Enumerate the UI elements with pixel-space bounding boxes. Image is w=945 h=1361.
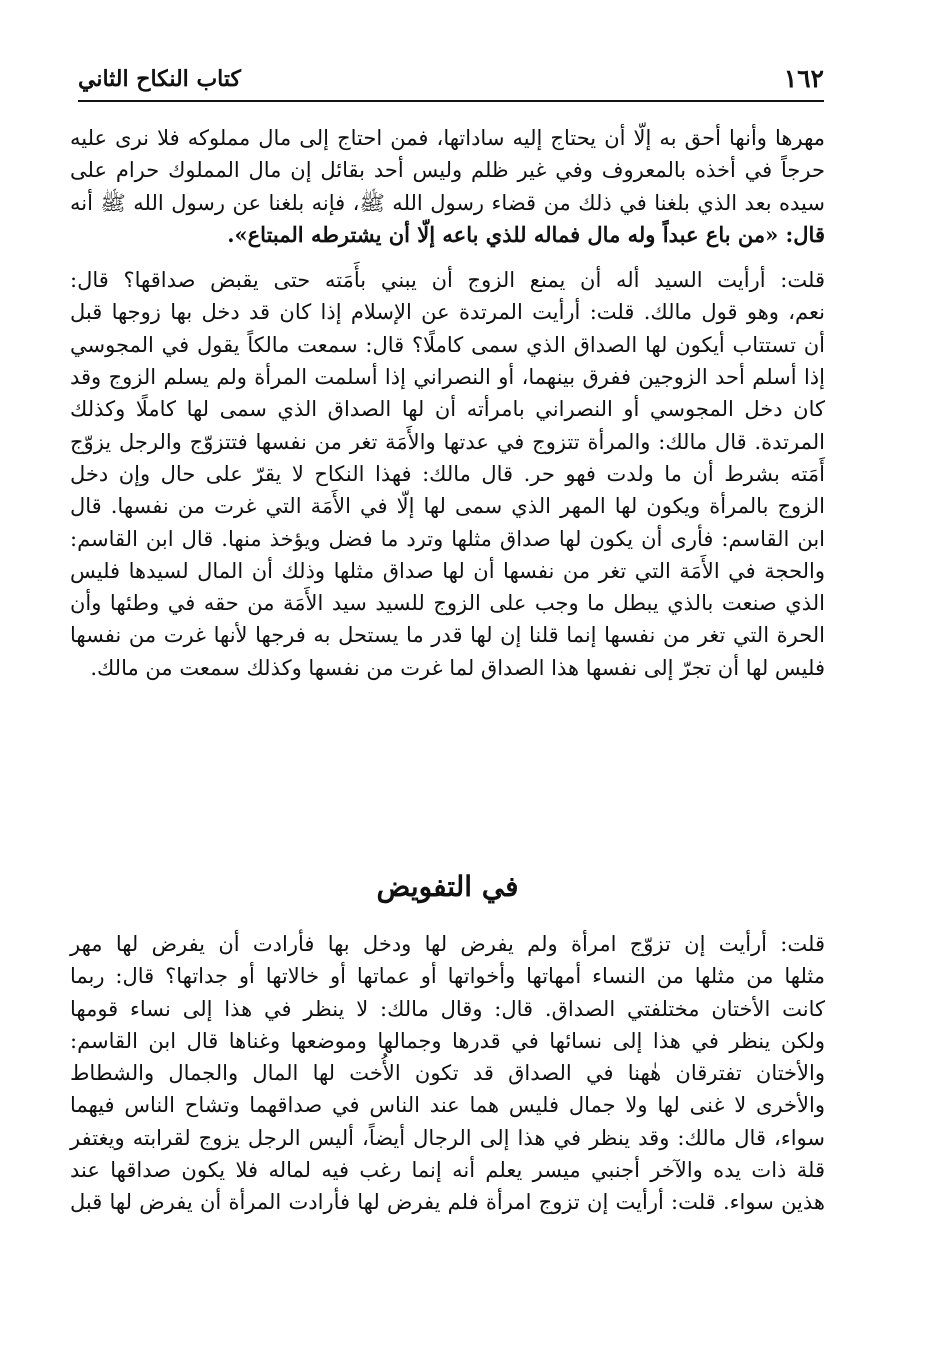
text-line: سيده بعد الذي بلغنا في ذلك من قضاء رسول الله ﷺ، فإنه بلغنا عن رسول الله ﷺ أنه: [70, 190, 825, 215]
text-line: أَمَته بشرط أن ما ولدت فهو حر. قال مالك: فهذا النكاح لا يقرّ على حال وإن دخل: [70, 461, 825, 486]
page-number: ١٦٢: [783, 64, 824, 93]
paragraph-2: [70, 264, 825, 684]
text-line: الزوج بالمرأة ويكون لها المهر الذي سمى لها إلّا في الأَمَة التي غرت من نفسها. قال: [70, 494, 825, 519]
text-line: كان دخل المجوسي أو النصراني بامرأته أن لها الصداق الذي سمى لها كاملًا وكذلك: [70, 397, 825, 422]
text-line: مهرها وأنها أحق به إلّا أن يحتاج إليه ساداتها، فمن احتاج إلى مال مملوكه فلا نرى عليه: [70, 126, 825, 150]
page-header: [78, 64, 824, 102]
text-line: الحرة التي تغر من نفسها إنما قلنا إن لها قدر ما يستحل به فرجها لأنها غرت من نفسها: [70, 623, 825, 648]
text-line: إذا أسلم أحد الزوجين ففرق بينهما، أو النصراني إذا أسلمت المرأة ولم يسلم الزوج وقد: [70, 365, 825, 390]
text-line: والحجة في الأَمَة التي تغر من نفسها أن لها صداق مثلها وذلك أن المال لسيدها فليس: [70, 558, 825, 583]
running-title: كتاب النكاح الثاني: [78, 66, 241, 92]
paragraph-3: [70, 928, 825, 1219]
text-line: الذي صنعت بالذي يبطل ما وجب على الزوج للسيد سيد الأَمَة من حقه في وطئها وأن: [70, 591, 825, 616]
text-line: قلت: أرأيت السيد أله أن يمنع الزوج أن يبني بأَمَته حتى يقبض صداقها؟ قال:: [70, 268, 825, 293]
text-line: أن تستتاب أيكون لها الصداق الذي سمى كاملًا؟ قال: سمعت مالكاً يقول في المجوسي: [70, 332, 825, 357]
text-line: ابن القاسم: فأرى أن يكون لها صداق مثلها وترد ما فضل ويؤخذ منها. قال ابن القاسم:: [70, 526, 825, 551]
section-heading: في التفويض: [376, 870, 519, 903]
text-line: قلة ذات يده والآخر أجنبي ميسر يعلم أنه إنما رغب فيه لماله فلا يكون صداقها عند: [70, 1158, 825, 1183]
text-line: والأخرى لا غنى لها ولا جمال فليس هما عند الناس في صداقهما وتشاح الناس فيهما: [70, 1093, 825, 1118]
text-line-hadith: قال: «من باع عبداً وله مال فماله للذي باعه إلّا أن يشترطه المبتاع».: [227, 221, 825, 247]
text-line: سواء، قال مالك: وقد ينظر في هذا إلى الرجال أيضاً، أليس الرجل يزوج لقرابته ويغتفر: [70, 1125, 825, 1150]
text-line: مثلها من مثلها من النساء أمهاتها وأخواتها أو عماتها أو خالاتها أو جداتها؟ قال: ربما: [70, 964, 825, 989]
text-line: ولكن ينظر في هذا إلى نسائها في قدرها وجمالها وموضعها وغناها قال ابن القاسم:: [70, 1028, 825, 1053]
text-line: كانت الأختان مختلفتي الصداق. قال: وقال مالك: لا ينظر في هذا إلى نساء قومها: [70, 996, 825, 1021]
text-line: المرتدة. قال مالك: والمرأة تتزوج في عدتها والأَمَة تغر من نفسها فتتزوّج والرجل يزوّج: [70, 429, 825, 454]
paragraph-1: [70, 122, 825, 251]
section-text: [70, 928, 825, 1219]
text-line: قلت: أرأيت إن تزوّج امرأة ولم يفرض لها ودخل بها فأرادت أن يفرض لها مهر: [70, 932, 825, 956]
text-line: هذين سواء. قلت: أرأيت إن تزوج امرأة فلم يفرض لها فأرادت المرأة أن يفرض لها قبل: [70, 1190, 825, 1215]
text-line: نعم، وهو قول مالك. قلت: أرأيت المرتدة عن الإسلام إذا كان قد دخل بها زوجها قبل: [70, 300, 825, 325]
text-line: حرجاً في أخذه بالمعروف وفي غير ظلم وليس أحد بقائل إن مال المملوك حرام على: [70, 158, 825, 183]
main-text: [70, 122, 825, 684]
text-line: فليس لها أن تجرّ إلى نفسها هذا الصداق لما غرت من نفسها وكذلك سمعت من مالك.: [90, 655, 825, 680]
text-line: والأختان تفترقان هٰهنا في الصداق قد تكون الأُخت لها المال والجمال والشطاط: [70, 1061, 825, 1086]
